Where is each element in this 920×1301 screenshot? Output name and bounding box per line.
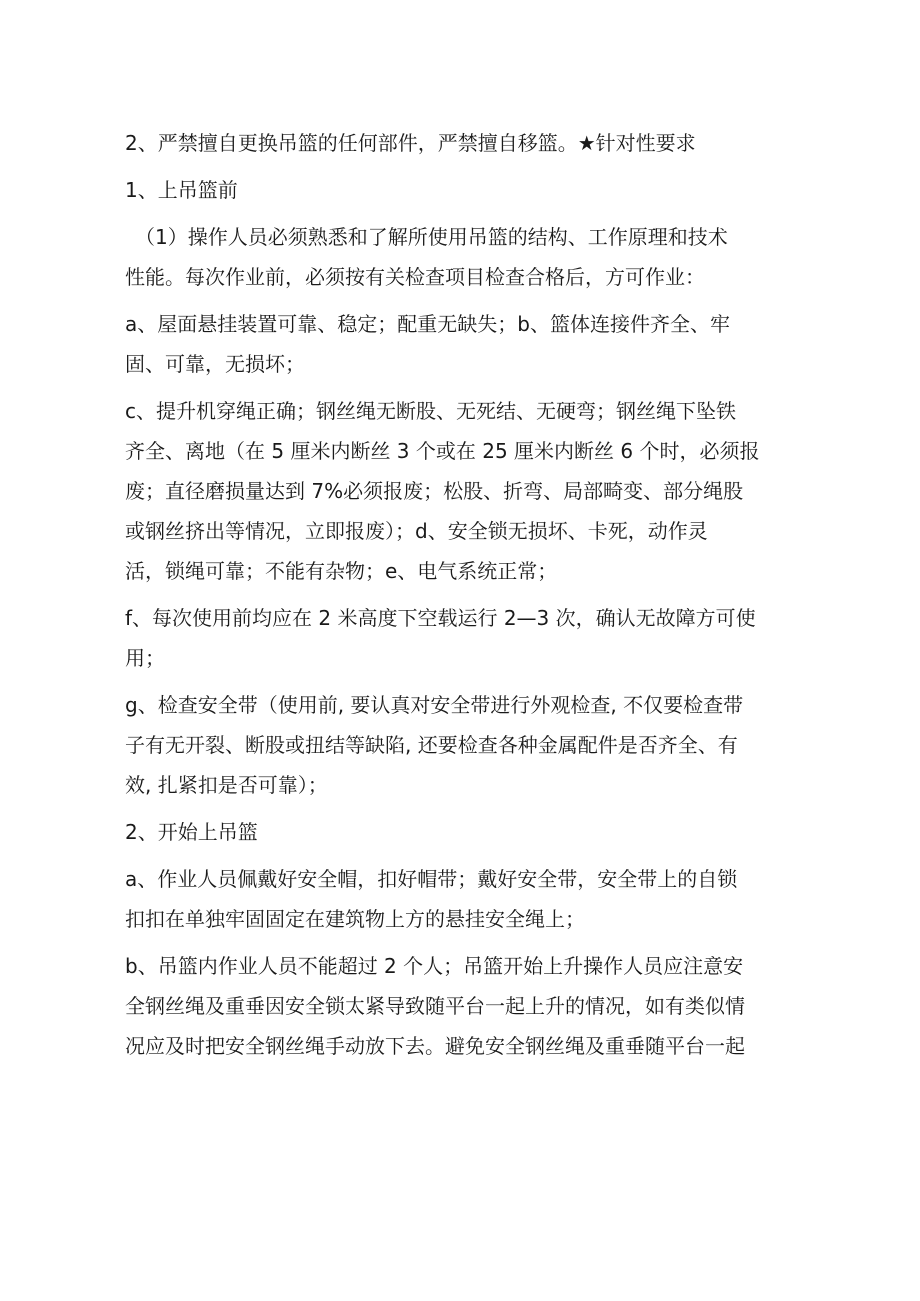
paragraph-1 [125, 123, 805, 163]
text-line: 扣扣在单独牢固固定在建筑物上方的悬挂安全绳上； [125, 907, 585, 931]
text-line: c、提升机穿绳正确；钢丝绳无断股、无死结、无硬弯；钢丝绳下坠铁 [125, 399, 736, 423]
paragraph-10 [125, 946, 805, 1066]
paragraph-9 [125, 859, 805, 939]
paragraph-8 [125, 812, 805, 852]
text-line: f、每次使用前均应在 2 米高度下空载运行 2—3 次，确认无故障方可使 [125, 606, 756, 630]
text-line: 固、可靠，无损坏； [125, 352, 305, 376]
paragraph-6 [125, 598, 805, 678]
text-line: 2、开始上吊篮 [125, 820, 258, 844]
text-line: 活，锁绳可靠；不能有杂物；e、电气系统正常； [125, 559, 558, 583]
text-line: （1）操作人员必须熟悉和了解所使用吊篮的结构、工作原理和技术 [135, 225, 728, 249]
text-line: 齐全、离地（在 5 厘米内断丝 3 个或在 25 厘米内断丝 6 个时，必须报 [125, 439, 760, 463]
text-line: 效, 扎紧扣是否可靠）； [125, 773, 328, 797]
text-line: 废；直径磨损量达到 7%必须报废；松股、折弯、局部畸变、部分绳股 [125, 479, 744, 503]
paragraph-2 [125, 170, 805, 210]
text-line: 子有无开裂、断股或扭结等缺陷, 还要检查各种金属配件是否齐全、有 [125, 733, 738, 757]
text-line: g、检查安全带（使用前, 要认真对安全带进行外观检查, 不仅要检查带 [125, 693, 744, 717]
text-line: a、作业人员佩戴好安全帽，扣好帽带；戴好安全带，安全带上的自锁 [125, 867, 738, 891]
text-line: 用； [125, 646, 165, 670]
text-line: 或钢丝挤出等情况，立即报废）；d、安全锁无损坏、卡死，动作灵 [125, 519, 708, 543]
text-line: 全钢丝绳及重垂因安全锁太紧导致随平台一起上升的情况，如有类似情 [125, 994, 745, 1018]
text-line: 2、严禁擅自更换吊篮的任何部件，严禁擅自移篮。★针对性要求 [125, 131, 696, 155]
text-line: b、吊篮内作业人员不能超过 2 个人；吊篮开始上升操作人员应注意安 [125, 954, 744, 978]
text-line: 1、上吊篮前 [125, 178, 238, 202]
paragraph-4 [125, 304, 805, 384]
text-line: 况应及时把安全钢丝绳手动放下去。避免安全钢丝绳及重垂随平台一起 [125, 1034, 745, 1058]
paragraph-5 [125, 391, 805, 591]
text-line: a、屋面悬挂装置可靠、稳定；配重无缺失；b、篮体连接件齐全、牢 [125, 312, 730, 336]
paragraph-3 [125, 217, 805, 297]
paragraph-7 [125, 685, 805, 805]
document-body [125, 123, 805, 1073]
text-line: 性能。每次作业前，必须按有关检查项目检查合格后，方可作业： [125, 265, 705, 289]
